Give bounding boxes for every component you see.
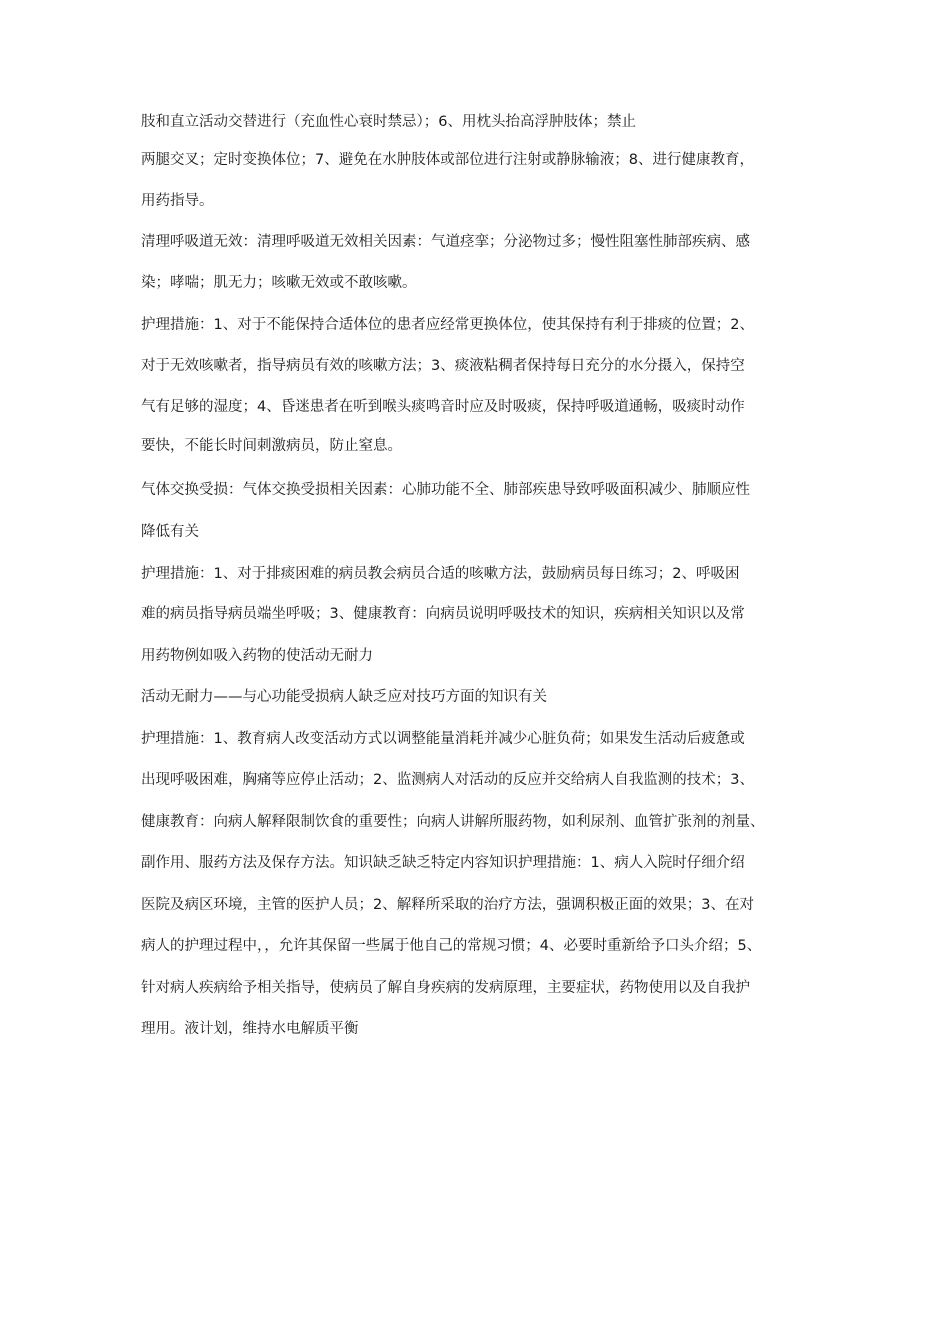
text-line-20: 医院及病区环境，主管的医护人员；2、解释所采取的治疗方法，强调积极正面的效果；3、在对 <box>141 897 754 913</box>
text-line-13: 难的病员指导病员端坐呼吸；3、健康教育：向病员说明呼吸技术的知识，疾病相关知识以及常 <box>141 606 745 622</box>
text-line-15: 活动无耐力——与心功能受损病人缺乏应对技巧方面的知识有关 <box>141 689 547 705</box>
text-line-4: 清理呼吸道无效：清理呼吸道无效相关因素：气道痉挛；分泌物过多；慢性阻塞性肺部疾病、感 <box>141 234 750 250</box>
text-line-22: 针对病人疾病给予相关指导，使病员了解自身疾病的发病原理，主要症状，药物使用以及自我护 <box>141 980 750 996</box>
text-line-23: 理用。液计划，维持水电解质平衡 <box>141 1021 359 1037</box>
text-line-6: 护理措施：1、对于不能保持合适体位的患者应经常更换体位，使其保持有利于排痰的位置；2、 <box>141 317 754 333</box>
text-line-21: 病人的护理过程中，，允许其保留一些属于他自己的常规习惯；4、必要时重新给予口头介绍；5、 <box>141 938 762 954</box>
text-line-7: 对于无效咳嗽者，指导病员有效的咳嗽方法；3、痰液粘稠者保持每日充分的水分摄入，保持空 <box>141 358 745 374</box>
text-line-19: 副作用、服药方法及保存方法。知识缺乏缺乏特定内容知识护理措施：1、病人入院时仔细介绍 <box>141 855 745 871</box>
text-line-1: 肢和直立活动交替进行（充血性心衰时禁忌）；6、用枕头抬高浮肿肢体；禁止 <box>141 114 636 130</box>
text-line-8: 气有足够的湿度；4、昏迷患者在听到喉头痰鸣音时应及时吸痰，保持呼吸道通畅，吸痰时动作 <box>141 399 745 415</box>
text-line-12: 护理措施：1、对于排痰困难的病员教会病员合适的咳嗽方法，鼓励病员每日练习；2、呼吸困 <box>141 566 740 582</box>
text-line-18: 健康教育：向病人解释限制饮食的重要性；向病人讲解所服药物，如利尿剂、血管扩张剂的剂量、 <box>141 814 765 830</box>
text-line-5: 染；哮喘；肌无力；咳嗽无效或不敢咳嗽。 <box>141 275 417 291</box>
text-line-10: 气体交换受损：气体交换受损相关因素：心肺功能不全、肺部疾患导致呼吸面积减少、肺顺应性 <box>141 482 750 498</box>
text-line-9: 要快，不能长时间刺激病员，防止窒息。 <box>141 438 402 454</box>
text-line-3: 用药指导。 <box>141 193 214 209</box>
text-line-2: 两腿交叉；定时变换体位；7、避免在水肿肢体或部位进行注射或静脉输液；8、进行健康教育， <box>141 152 754 168</box>
text-line-16: 护理措施：1、教育病人改变活动方式以调整能量消耗并减少心脏负荷；如果发生活动后疲惫或 <box>141 731 745 747</box>
text-line-11: 降低有关 <box>141 524 199 540</box>
text-line-17: 出现呼吸困难，胸痛等应停止活动；2、监测病人对活动的反应并交给病人自我监测的技术；3、 <box>141 772 754 788</box>
text-line-14: 用药物例如吸入药物的使活动无耐力 <box>141 648 373 664</box>
